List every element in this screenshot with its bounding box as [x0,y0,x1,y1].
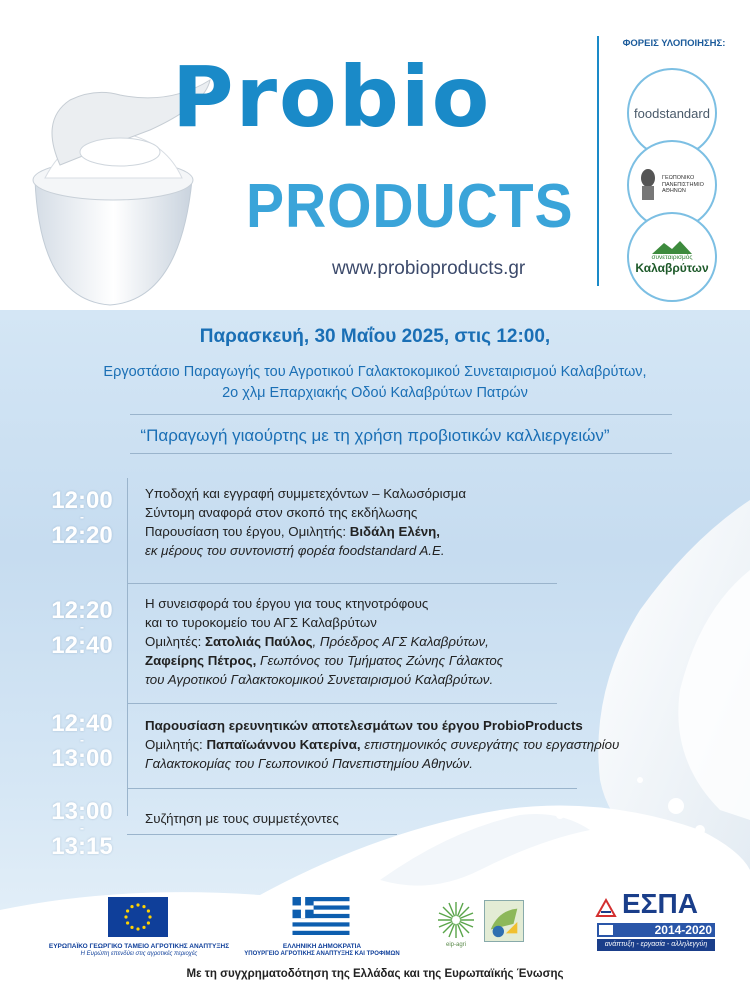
session-3-time [42,711,122,771]
funding-logos [0,880,750,960]
greek-flag-icon [292,897,350,935]
eu-caption-title: ΕΥΡΩΠΑΪΚΟ ΓΕΩΡΓΙΚΟ ΤΑΜΕΙΟ ΑΓΡΟΤΙΚΗΣ ΑΝΑΠΤΥΞΗΣ [48,943,230,950]
theme-rule-top [130,414,672,415]
session-1-line3 [145,522,466,541]
greek-republic-caption: ΕΛΛΗΝΙΚΗ ΔΗΜΟΚΡΑΤΙΑ [282,943,362,950]
foodstandard-text: foodstandard [634,105,710,121]
session-4-time [42,799,122,859]
event-date: Παρασκευή, 30 Μαΐου 2025, στις 12:00, [199,326,551,347]
eip-agri-caption: eip-agri [445,942,466,948]
eu-flag-icon [108,897,168,937]
session-2-time [42,598,122,658]
session-1-line1: Υποδοχή και εγγραφή συμμετεχόντων – Καλωσόρισμα [145,486,467,501]
session-2-details [145,594,503,689]
session-3-line1: Παρουσίαση ερευνητικών αποτελεσμάτων του έργου ProbioProducts [145,718,583,733]
mountain-icon [652,240,692,254]
eu-caption-slogan: Η Ευρώπη επενδύει στις αγροτικές περιοχές [80,951,198,957]
espa-logo-icon [595,896,617,918]
ministry-caption: ΥΠΟΥΡΓΕΙΟ ΑΓΡΟΤΙΚΗΣ ΑΝΑΠΤΥΞΗΣ ΚΑΙ ΤΡΟΦΙΜΩΝ [244,951,400,957]
session-4-details [145,809,339,828]
probio-logo-text: Probio [172,48,492,146]
session-1-end: 12:20 [51,521,113,549]
kalavryta-coop-logo [627,212,717,302]
header [0,0,750,310]
time-separator: - [80,821,84,836]
header-divider [597,36,599,286]
session-2-speaker-2-role: Γεωπόνος του Τμήματος Ζώνης Γάλακτος [256,653,504,668]
eip-agri-logo [436,900,476,940]
session-2-speaker-1: Σατολιάς Παύλος [204,634,313,649]
session-1-line2: Σύντομη αναφορά στον σκοπό της εκδήλωσης [145,505,418,520]
session-3-speaker: Παπαϊωάννου Κατερίνα, [206,737,361,752]
session-2-line5: του Αγροτικού Γαλακτοκομικού Συνεταιρισμού Καλαβρύτων. [145,672,494,687]
session-2-line3 [145,632,503,651]
session-3-start: 12:40 [51,710,113,737]
session-3-details [145,716,619,773]
event-theme: “Παραγωγή γιαούρτης με τη χρήση προβιοτικών καλλιεργειών” [140,426,610,445]
session-4-end: 13:15 [51,832,113,860]
cofunding-statement: Με τη συγχρηματοδότηση της Ελλάδας και της Ευρωπαϊκής Ένωσης [186,968,564,980]
partners-label: ΦΟΡΕΙΣ ΥΛΟΠΟΙΗΣΗΣ: [622,38,726,49]
session-2-line3-prefix: Ομιλητές: [145,634,205,649]
session-1-time [42,488,122,548]
session-3-end: 13:00 [51,744,113,772]
espa-title: ΕΣΠΑ [622,888,698,919]
session-4-line1: Συζήτηση με τους συμμετέχοντες [145,811,339,826]
session-2-start: 12:20 [51,597,113,624]
aua-emblem-icon [638,168,658,202]
espa-years [597,923,715,937]
time-separator: - [80,510,84,525]
session-3-line3: Γαλακτοκομίας του Γεωπονικού Πανεπιστημίου Αθηνών. [145,756,473,771]
session-3-speaker-role: επιστημονικός συνεργάτης του εργαστηρίου [360,737,620,752]
session-4-divider [127,834,397,835]
greek-mini-flag-icon [599,925,613,935]
session-1-line3-prefix: Παρουσίαση του έργου, Ομιλητής: [145,524,350,539]
session-1-speaker: Βιδάλη Ελένη, [349,524,440,539]
aua-text: ΓΕΩΠΟΝΙΚΟ ΠΑΝΕΠΙΣΤΗΜΙΟ ΑΘΗΝΩΝ [662,174,704,195]
session-4-start: 13:00 [51,798,113,825]
session-2-end: 12:40 [51,631,113,659]
coop-small-text: συνεταιρισμός [651,253,693,261]
session-1-details [145,484,466,560]
theme-rule-bottom [130,453,672,454]
agenda-vertical-rule [127,478,128,816]
leader-logo [484,900,524,942]
session-3-line2-prefix: Ομιλητής: [145,737,207,752]
session-1-divider [127,583,557,584]
event-venue-line2: 2ο χλμ Επαρχιακής Οδού Καλαβρύτων Πατρών [222,385,528,401]
event-venue-line1: Εργοστάσιο Παραγωγής του Αγροτικού Γαλακτοκομικού Συνεταιρισμού Καλαβρύτων, [103,364,647,380]
time-separator: - [80,733,84,748]
session-2-line1: Η συνεισφορά του έργου για τους κτηνοτρόφους [145,596,429,611]
espa-years-text: 2014-2020 [654,923,712,937]
session-1-line4: εκ μέρους του συντονιστή φορέα foodstandard A.E. [145,543,445,558]
time-separator: - [80,620,84,635]
website-link[interactable]: www.probioproducts.gr [332,258,526,279]
session-3-line2 [145,735,619,754]
espa-tagline: ανάπτυξη - εργασία - αλληλεγγύη [597,939,715,951]
session-1-start: 12:00 [51,487,113,514]
session-2-line2: και το τυροκομείο του ΑΓΣ Καλαβρύτων [145,615,377,630]
session-2-divider [127,703,557,704]
session-2-line4 [145,651,503,670]
products-logo-text: PRODUCTS [246,172,574,241]
session-3-divider [127,788,577,789]
coop-big-text: Καλαβρύτων [635,260,709,275]
session-2-speaker-1-role: , Πρόεδρος ΑΓΣ Καλαβρύτων, [312,634,489,649]
session-2-speaker-2: Ζαφείρης Πέτρος, [145,653,257,668]
